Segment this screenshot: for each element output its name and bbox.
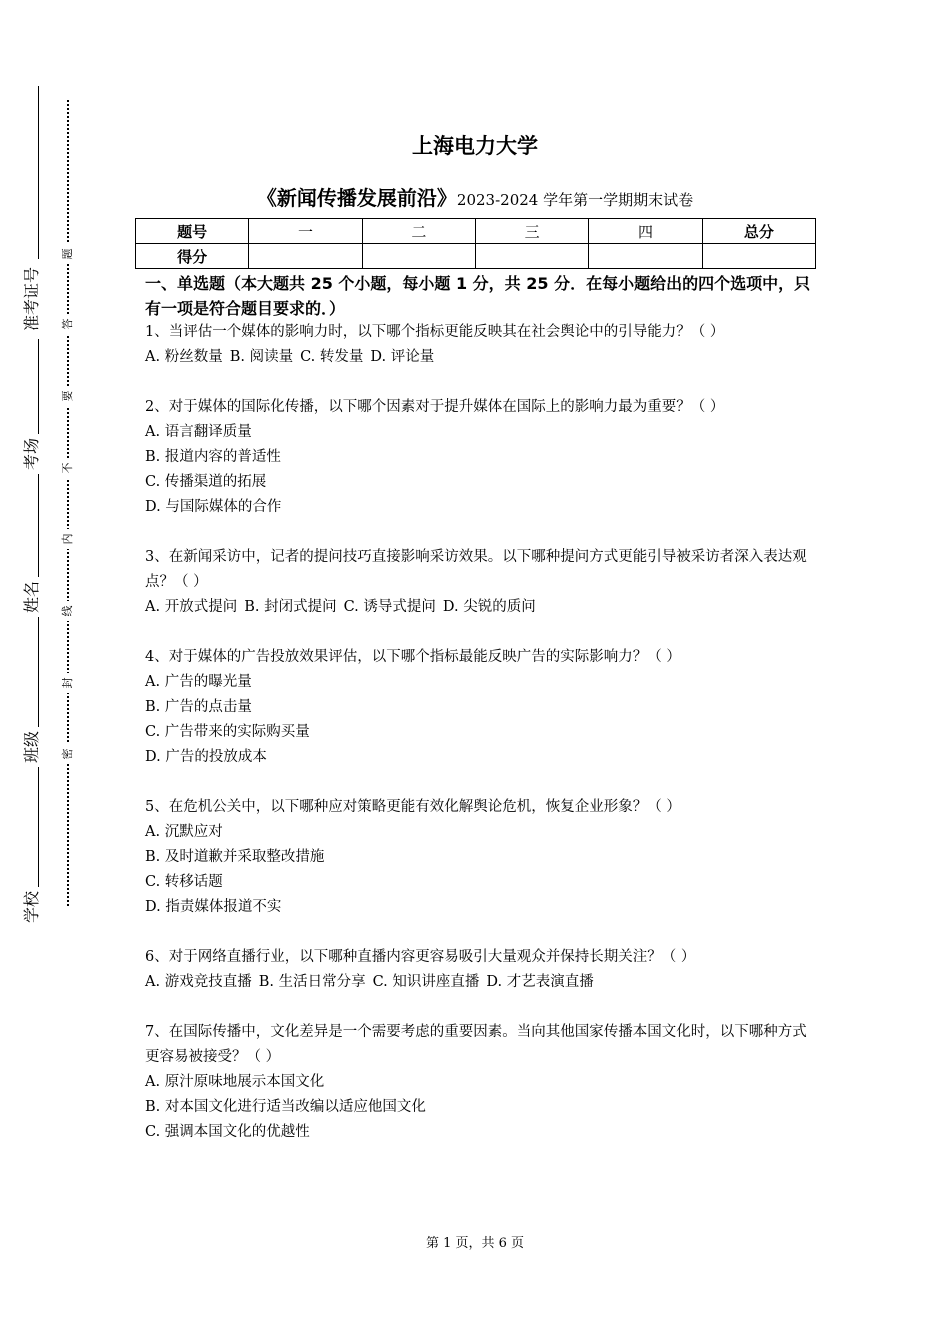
answer-option: A. 沉默应对: [145, 824, 223, 840]
score-cell: [475, 244, 588, 269]
answer-option: C. 转发量: [300, 349, 364, 365]
question-stem: 7、在国际传播中，文化差异是一个需要考虑的重要因素。当向其他国家传播本国文化时，以下哪种方式更容易被接受？（ ）: [145, 1024, 807, 1065]
section-heading: 一、单选题（本大题共 25 个小题，每小题 1 分，共 25 分．在每小题给出的四个选项中，只有一项是符合题目要求的．）: [145, 274, 811, 318]
question-stem: 4、对于媒体的广告投放效果评估，以下哪个指标最能反映广告的实际影响力？（ ）: [145, 649, 681, 665]
score-cell: [589, 244, 702, 269]
answer-option: B. 广告的点击量: [145, 699, 252, 715]
label-exam-room: 考场: [23, 434, 41, 474]
school-name: 上海电力大学: [412, 134, 538, 158]
question-item: [145, 320, 817, 370]
answer-option: B. 对本国文化进行适当改编以适应他国文化: [145, 1099, 426, 1115]
answer-option: B. 报道内容的普适性: [145, 449, 281, 465]
label-name: 姓名: [23, 577, 41, 617]
score-cell: [702, 244, 815, 269]
score-header-cell: 题号: [136, 219, 249, 244]
score-header-cell: 四: [589, 219, 702, 244]
answer-option: D. 评论量: [370, 349, 435, 365]
option-line: [145, 970, 817, 995]
answer-option: B. 及时道歉并采取整改措施: [145, 849, 325, 865]
answer-option: A. 广告的曝光量: [145, 674, 252, 690]
answer-option: D. 指责媒体报道不实: [145, 899, 282, 915]
binding-line: [38, 86, 39, 926]
seal-dotted-line: [67, 100, 69, 906]
question-stem: 5、在危机公关中，以下哪种应对策略更能有效化解舆论危机，恢复企业形象？（ ）: [145, 799, 681, 815]
seal-char: 不: [62, 458, 74, 478]
seal-char: 线: [62, 601, 74, 621]
seal-char: 答: [62, 314, 74, 334]
question-stem: 1、当评估一个媒体的影响力时，以下哪个指标更能反映其在社会舆论中的引导能力？（ ）: [145, 324, 725, 340]
seal-char: 题: [62, 244, 74, 264]
answer-option: C. 转移话题: [145, 874, 223, 890]
score-cell: [362, 244, 475, 269]
question-item: [145, 545, 817, 620]
score-header-cell: 总分: [702, 219, 815, 244]
label-class: 班级: [23, 727, 41, 767]
answer-option: B. 阅读量: [229, 349, 294, 365]
question-item: [145, 395, 817, 520]
score-table: [135, 218, 816, 269]
answer-option: C. 诱导式提问: [343, 599, 436, 615]
answer-option: A. 开放式提问: [145, 599, 238, 615]
score-header-cell: 一: [249, 219, 362, 244]
seal-char: 密: [62, 744, 74, 764]
question-stem: 3、在新闻采访中，记者的提问技巧直接影响采访效果。以下哪种提问方式更能引导被采访者深入表达观点？（ ）: [145, 549, 807, 590]
score-header-cell: 二: [362, 219, 475, 244]
course-title: 《新闻传播发展前沿》: [256, 186, 457, 210]
answer-option: A. 粉丝数量: [145, 349, 223, 365]
question-item: [145, 795, 817, 920]
score-row-label: 得分: [136, 244, 249, 269]
option-line: [145, 595, 817, 620]
answer-option: D. 尖锐的质问: [442, 599, 536, 615]
question-item: [145, 945, 817, 995]
answer-option: A. 语言翻译质量: [145, 424, 252, 440]
label-exam-number: 准考证号: [23, 259, 41, 339]
seal-char: 内: [62, 529, 74, 549]
seal-char: 要: [62, 386, 74, 406]
option-line: [145, 345, 817, 370]
answer-option: B. 封闭式提问: [244, 599, 337, 615]
answer-option: C. 知识讲座直播: [372, 974, 480, 990]
answer-option: C. 广告带来的实际购买量: [145, 724, 310, 740]
answer-option: C. 强调本国文化的优越性: [145, 1124, 310, 1140]
question-stem: 6、对于网络直播行业，以下哪种直播内容更容易吸引大量观众并保持长期关注？（ ）: [145, 949, 696, 965]
answer-option: B. 生活日常分享: [258, 974, 366, 990]
score-header-cell: 三: [475, 219, 588, 244]
term-label: 2023-2024 学年第一学期期末试卷: [456, 191, 694, 209]
answer-option: C. 传播渠道的拓展: [145, 474, 267, 490]
question-stem: 2、对于媒体的国际化传播，以下哪个因素对于提升媒体在国际上的影响力最为重要？（ ）: [145, 399, 725, 415]
score-table-score-row: [136, 244, 816, 269]
answer-option: D. 与国际媒体的合作: [145, 499, 282, 515]
label-school: 学校: [23, 887, 41, 927]
exam-title: [0, 182, 950, 211]
answer-option: A. 游戏竞技直播: [145, 974, 252, 990]
answer-option: D. 才艺表演直播: [486, 974, 594, 990]
answer-option: D. 广告的投放成本: [145, 749, 267, 765]
page-footer: 第 1 页，共 6 页: [425, 1236, 525, 1251]
question-item: [145, 1020, 817, 1145]
question-list: [145, 320, 817, 1170]
score-table-header-row: [136, 219, 816, 244]
question-item: [145, 645, 817, 770]
score-cell: [249, 244, 362, 269]
answer-option: A. 原汁原味地展示本国文化: [145, 1074, 325, 1090]
seal-char: 封: [62, 673, 74, 693]
